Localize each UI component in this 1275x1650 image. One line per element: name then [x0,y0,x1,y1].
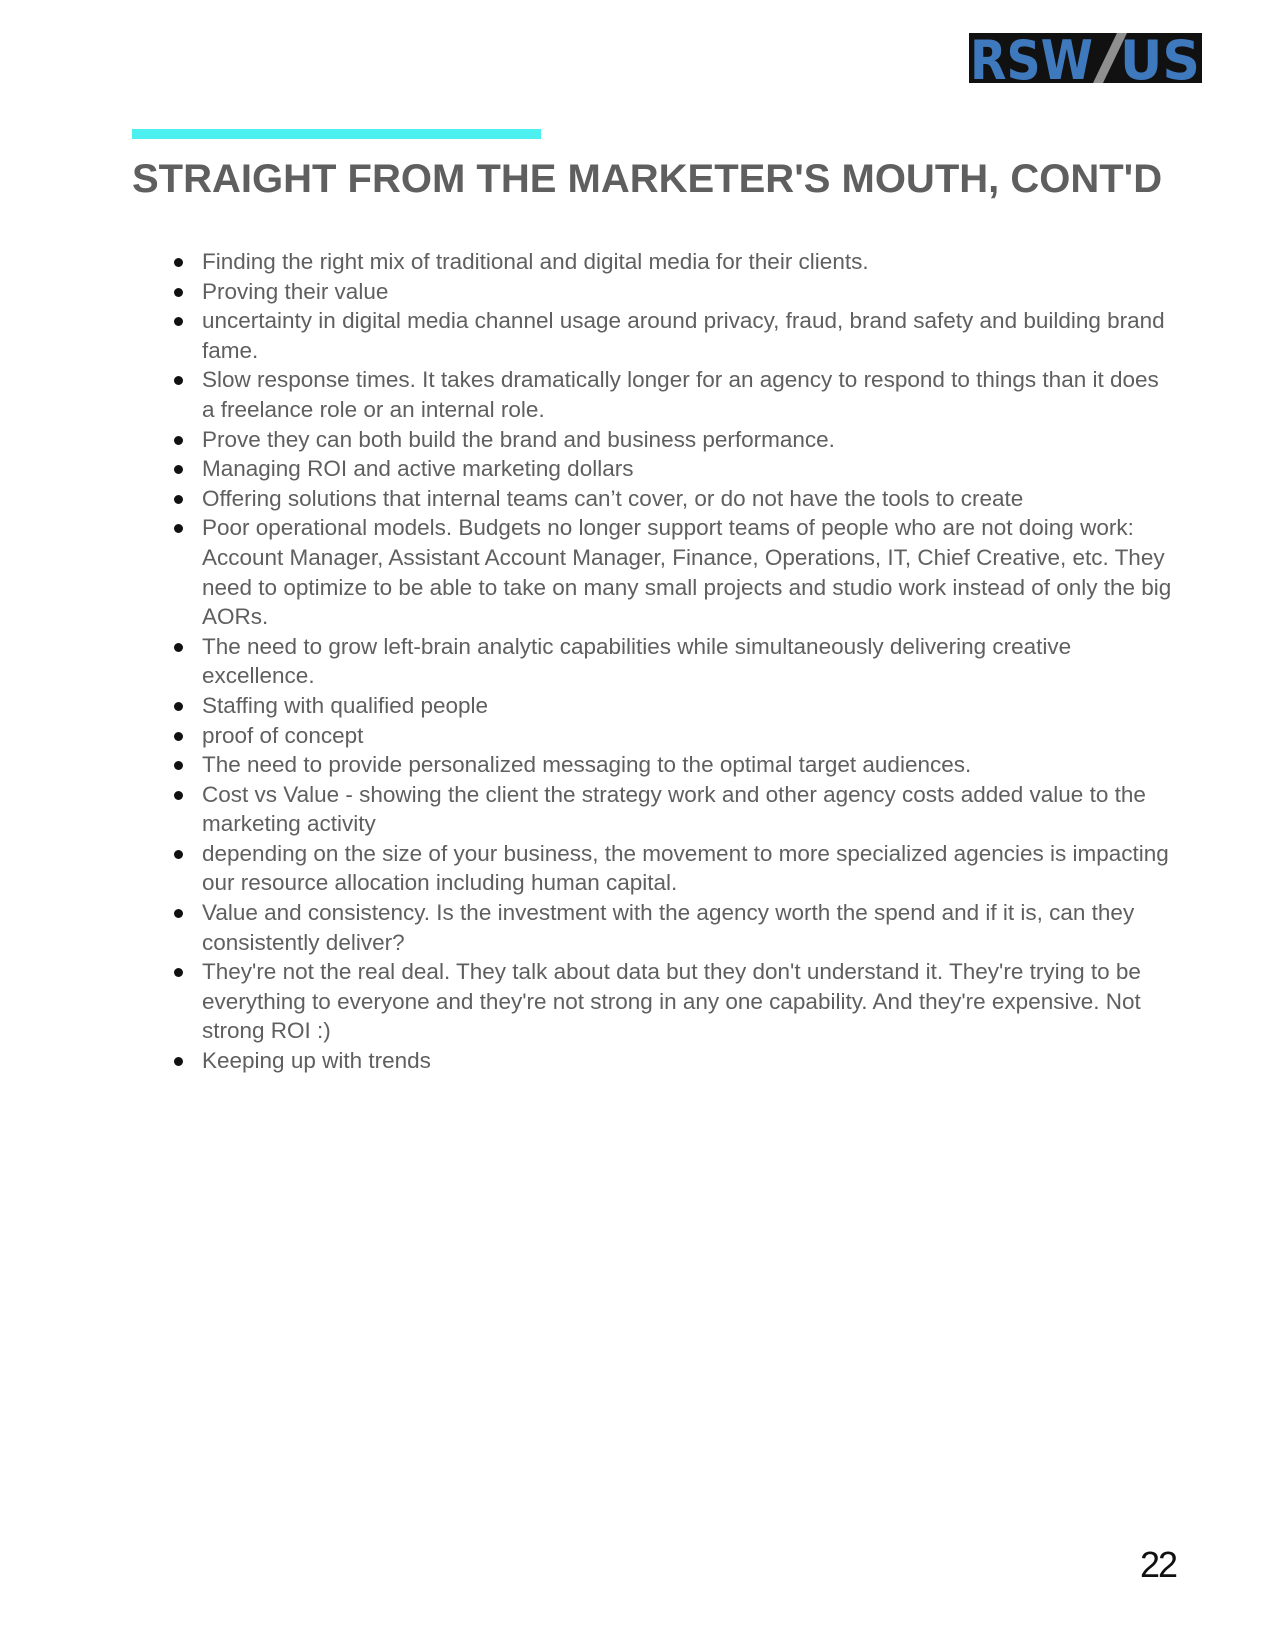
bullet-icon [174,732,183,741]
list-item [202,277,1172,307]
bullet-icon [174,968,183,977]
logo-text-us: US [1120,33,1200,83]
list-item-text: Managing ROI and active marketing dollars [202,456,634,482]
list-item [202,484,1172,514]
list-item [202,247,1172,277]
list-item-text: Proving their value [202,278,389,304]
list-item-text: Offering solutions that internal teams can’t cover, or do not have the tools to create [202,485,1024,511]
list-item-text: uncertainty in digital media channel usage around privacy, fraud, brand safety and building brand fame. [202,308,1165,363]
page-title: STRAIGHT FROM THE MARKETER'S MOUTH, CONT'D [132,157,1163,201]
list-item [202,1046,1172,1076]
list-item-text: Staffing with qualified people [202,692,489,718]
bullet-icon [174,376,183,385]
list-item [202,839,1172,898]
list-item [202,691,1172,721]
logo-text-rsw: RSW [970,33,1093,83]
list-item [202,780,1172,839]
bullet-icon [174,1057,183,1066]
list-item-text: The need to provide personalized messaging to the optimal target audiences. [202,752,972,778]
list-item-text: proof of concept [202,722,364,748]
list-item [202,513,1172,631]
rswus-logo [969,33,1202,83]
bullet-icon [174,702,183,711]
list-item [202,306,1172,365]
list-item-text: Finding the right mix of traditional and digital media for their clients. [202,249,869,274]
bullet-icon [174,436,183,445]
list-item-text: Prove they can both build the brand and business performance. [202,426,835,452]
list-item [202,957,1172,1046]
list-item-text: Poor operational models. Budgets no longer support teams of people who are not doing work: Account Manager, Assistant Account Manager, Finance, Operations, IT, Chief Creative, etc. They need to optimize to be able to take on many small projects and studio work instead of only the big AORs. [202,515,1172,630]
bullet-icon [174,643,183,652]
list-item [202,454,1172,484]
list-item-text: depending on the size of your business, the movement to more specialized agencies is impacting our resource allocation including human capital. [202,840,1169,896]
list-item-text: Keeping up with trends [202,1048,431,1074]
list-item-text: Value and consistency. Is the investment with the agency worth the spend and if it is, can they consistently deliver? [202,900,1135,955]
bullet-icon [174,524,183,533]
page-number: 22 [1140,1544,1177,1585]
bullet-icon [174,791,183,800]
bullet-icon [174,465,183,474]
list-item-text: They're not the real deal. They talk about data but they don't understand it. They're trying to be everything to everyone and they're not strong in any one capability. And they're expensive. Not strong ROI :) [202,959,1141,1044]
title-accent-bar [132,129,541,139]
bullet-icon [174,495,183,504]
bullet-icon [174,850,183,859]
bullet-icon [174,288,183,297]
list-item [202,365,1172,424]
logo-graphic [969,33,1202,83]
list-item [202,632,1172,691]
bullet-icon [174,909,183,918]
list-item-text: The need to grow left-brain analytic capabilities while simultaneously delivering creative excellence. [202,633,1072,689]
list-item [202,721,1172,751]
bullet-icon [174,317,183,326]
list-item [202,425,1172,455]
bullet-list [202,247,1172,1076]
list-item-text: Cost vs Value - showing the client the strategy work and other agency costs added value to the marketing activity [202,781,1146,837]
list-item [202,898,1172,957]
list-item [202,750,1172,780]
list-item-text: Slow response times. It takes dramatically longer for an agency to respond to things than it does a freelance role or an internal role. [202,367,1159,422]
bullet-icon [174,258,183,267]
bullet-icon [174,761,183,770]
